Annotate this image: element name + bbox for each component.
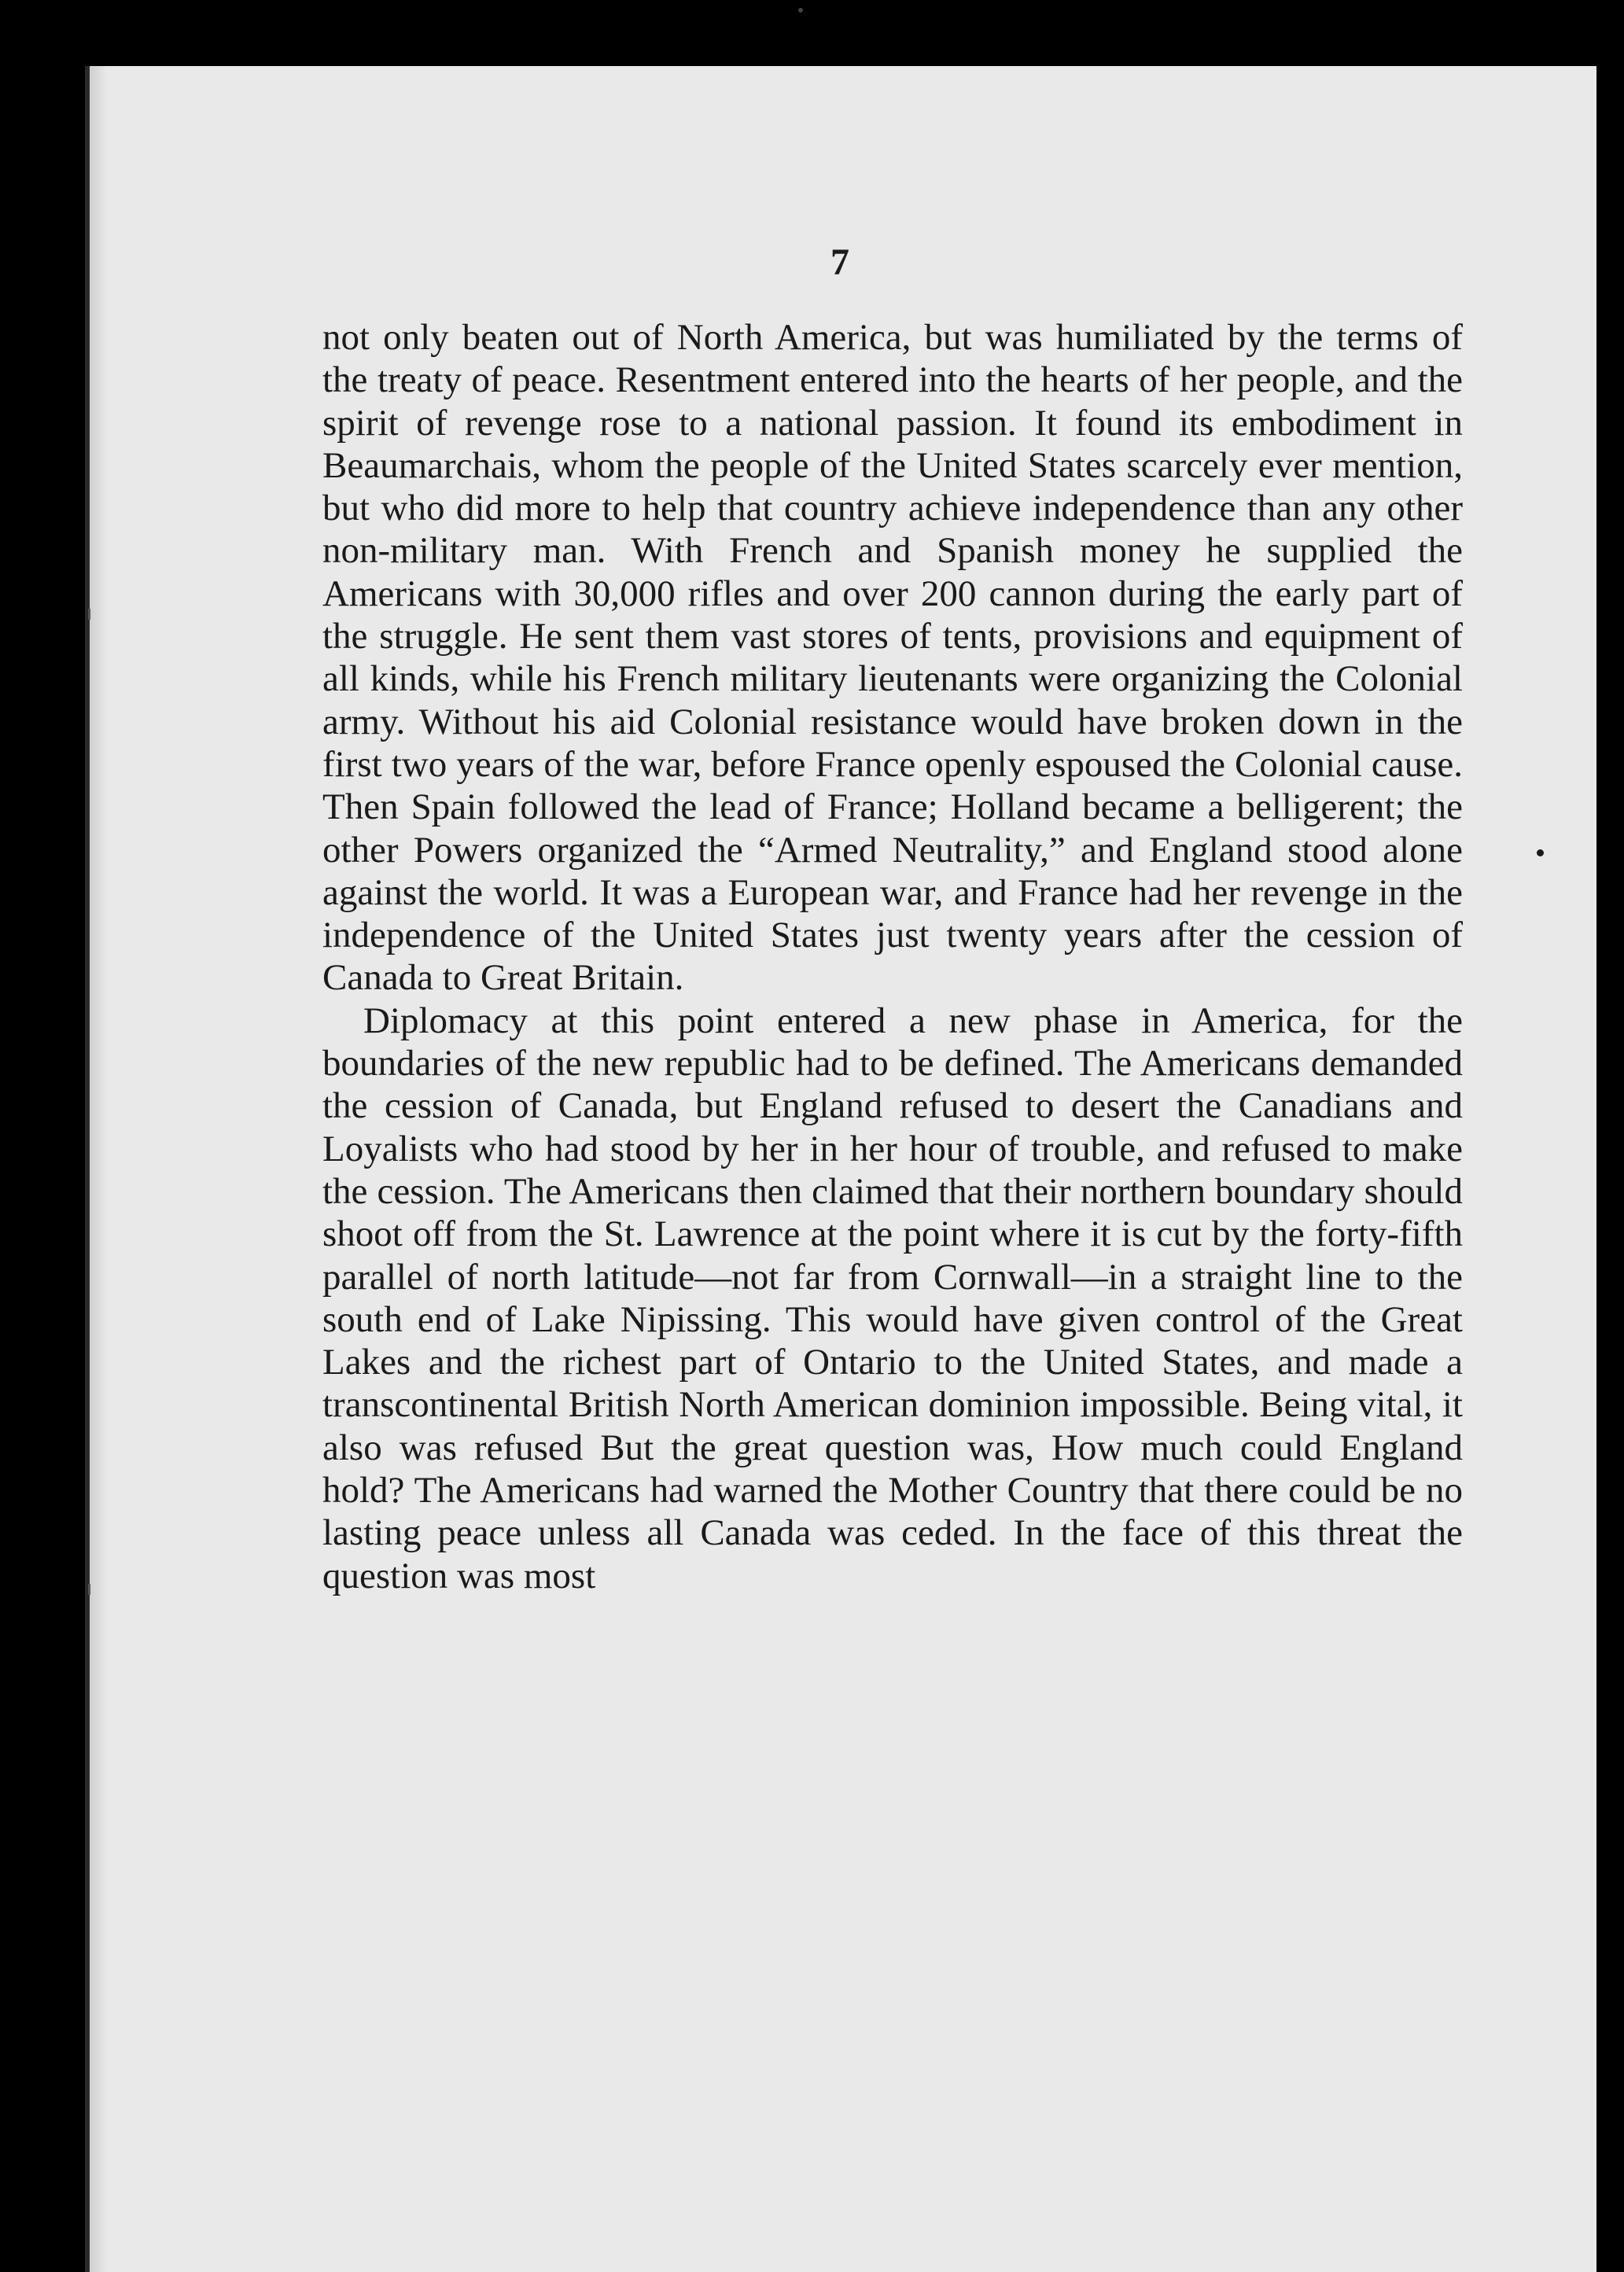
body-text: [322, 316, 1463, 1597]
book-page: [85, 66, 1596, 2272]
paragraph: not only beaten out of North America, but was humiliated by the terms of the treaty of peace. Resentment entered into the hearts of her people, and the spirit of revenge rose to a national passion. It found its embodiment in Beaumarchais, whom the people of the United States scarcely ever mention, but who did more to help that country achieve independence than any other non-military man. With French and Spanish money he supplied the Americans with 30,000 rifles and over 200 cannon during the early part of the struggle. He sent them vast stores of tents, provisions and equipment of all kinds, while his French military lieutenants were organizing the Colonial army. Without his aid Colonial resistance would have broken down in the first two years of the war, before France openly espoused the Colonial cause. Then Spain followed the lead of France; Holland became a belligerent; the other Powers organized the “Armed Neutrality,” and England stood alone against the world. It was a European war, and France had her revenge in the independence of the United States just twenty years after the cession of Canada to Great Britain.: [322, 317, 1463, 999]
paragraph: Diplomacy at this point entered a new phase in America, for the boundaries of the new republic had to be defined. The Americans demanded the cession of Canada, but England refused to desert the Canadians and Loyalists who had stood by her in her hour of trouble, and refused to make the cession. The Americans then claimed that their northern boundary should shoot off from the St. Lawrence at the point where it is cut by the forty-fifth parallel of north latitude—not far from Cornwall—in a straight line to the south end of Lake Nipissing. This would have given control of the Great Lakes and the richest part of Ontario to the United States, and made a transcontinental British North American dominion impossible. Being vital, it also was refused But the great question was, How much could England hold? The Americans had warned the Mother Country that there could be no lasting peace unless all Canada was ceded. In the face of this threat the question was most: [322, 1000, 1463, 1596]
gutter-shadow: [90, 66, 107, 2272]
left-edge-mark: [88, 609, 90, 620]
scan-speck: [798, 8, 803, 13]
page-number: 7: [830, 241, 849, 283]
left-edge-mark: [88, 1584, 90, 1595]
margin-speck: [1537, 849, 1544, 856]
